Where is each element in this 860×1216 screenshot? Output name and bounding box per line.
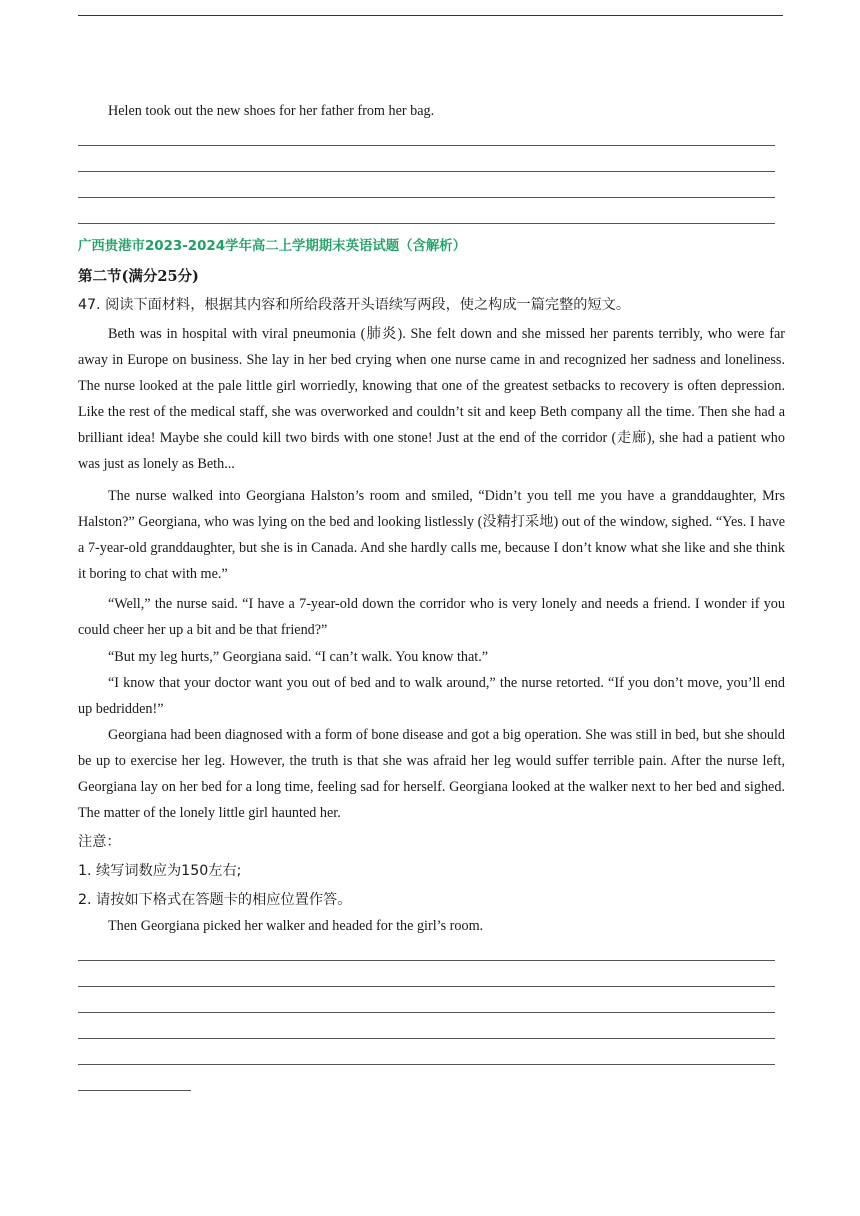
question-text: 47. 阅读下面材料，根据其内容和所给段落开头语续写两段，使之构成一篇完整的短文。 bbox=[78, 297, 631, 313]
answer-line bbox=[78, 1064, 775, 1065]
answer-line bbox=[78, 145, 775, 146]
prompt-sentence: Then Georgiana picked her walker and headed for the girl’s room. bbox=[108, 918, 484, 934]
note-item: 1. 续写词数应为150左右; bbox=[78, 863, 242, 879]
answer-line bbox=[78, 986, 775, 987]
answer-line bbox=[78, 223, 775, 224]
header-sentence: Helen took out the new shoes for her father from her bag. bbox=[108, 103, 435, 119]
answer-line-short bbox=[78, 1090, 191, 1091]
paragraph-2: The nurse walked into Georgiana Halston’s room and smiled, “Didn’t you tell me you have a granddaughter, Mrs Halston?” Georgiana, who was lying on the bed and looking listlessly (没精打采地) out of the window, sighed. “Yes. I have a 7-year-old granddaughter, but she is in Canada. And she hardly calls me, because I don’t know what she like and she think it boring to chat with me.” bbox=[78, 488, 785, 582]
paragraph-5: “I know that your doctor want you out of bed and to walk around,” the nurse retorted. “If you don’t move, you’ll end up bedridden!” bbox=[78, 675, 785, 717]
source-title: 广西贵港市2023-2024学年高二上学期期末英语试题（含解析） bbox=[78, 239, 467, 254]
paragraph-6: Georgiana had been diagnosed with a form of bone disease and got a big operation. She was still in bed, but she should be up to exercise her leg. However, the truth is that she was afraid her leg would suffer terrible pain. After the nurse left, Georgiana lay on her bed for a long time, feeling sad for herself. Georgiana looked at the walker next to her bed and sighed. The matter of the lonely little girl haunted her. bbox=[78, 727, 785, 821]
answer-line bbox=[78, 1012, 775, 1013]
paragraph-1: Beth was in hospital with viral pneumonia (肺炎). She felt down and she missed her parents terribly, who were far away in Europe on business. She lay in her bed crying when one nurse came in and recognized her sadness and loneliness. The nurse looked at the pale little girl worriedly, knowing that one of the greatest setbacks to recovery is often depression. Like the rest of the medical staff, she was overworked and couldn’t sit and keep Beth company all the time. Then she had a brilliant idea! Maybe she could kill two birds with one stone! Just at the end of the corridor (走廊), she had a patient who was just as lonely as Beth... bbox=[78, 326, 785, 472]
section-title: 第二节(满分25分) bbox=[78, 268, 199, 285]
note-item: 2. 请按如下格式在答题卡的相应位置作答。 bbox=[78, 892, 352, 908]
top-rule bbox=[78, 15, 783, 16]
paragraph-3: “Well,” the nurse said. “I have a 7-year-old down the corridor who is very lonely and needs a friend. I wonder if you could cheer her up a bit and be that friend?” bbox=[78, 596, 785, 638]
answer-line bbox=[78, 960, 775, 961]
notes-label: 注意： bbox=[78, 834, 121, 850]
answer-line bbox=[78, 197, 775, 198]
paragraph-4: “But my leg hurts,” Georgiana said. “I can’t walk. You know that.” bbox=[108, 649, 489, 665]
answer-line bbox=[78, 1038, 775, 1039]
answer-line bbox=[78, 171, 775, 172]
